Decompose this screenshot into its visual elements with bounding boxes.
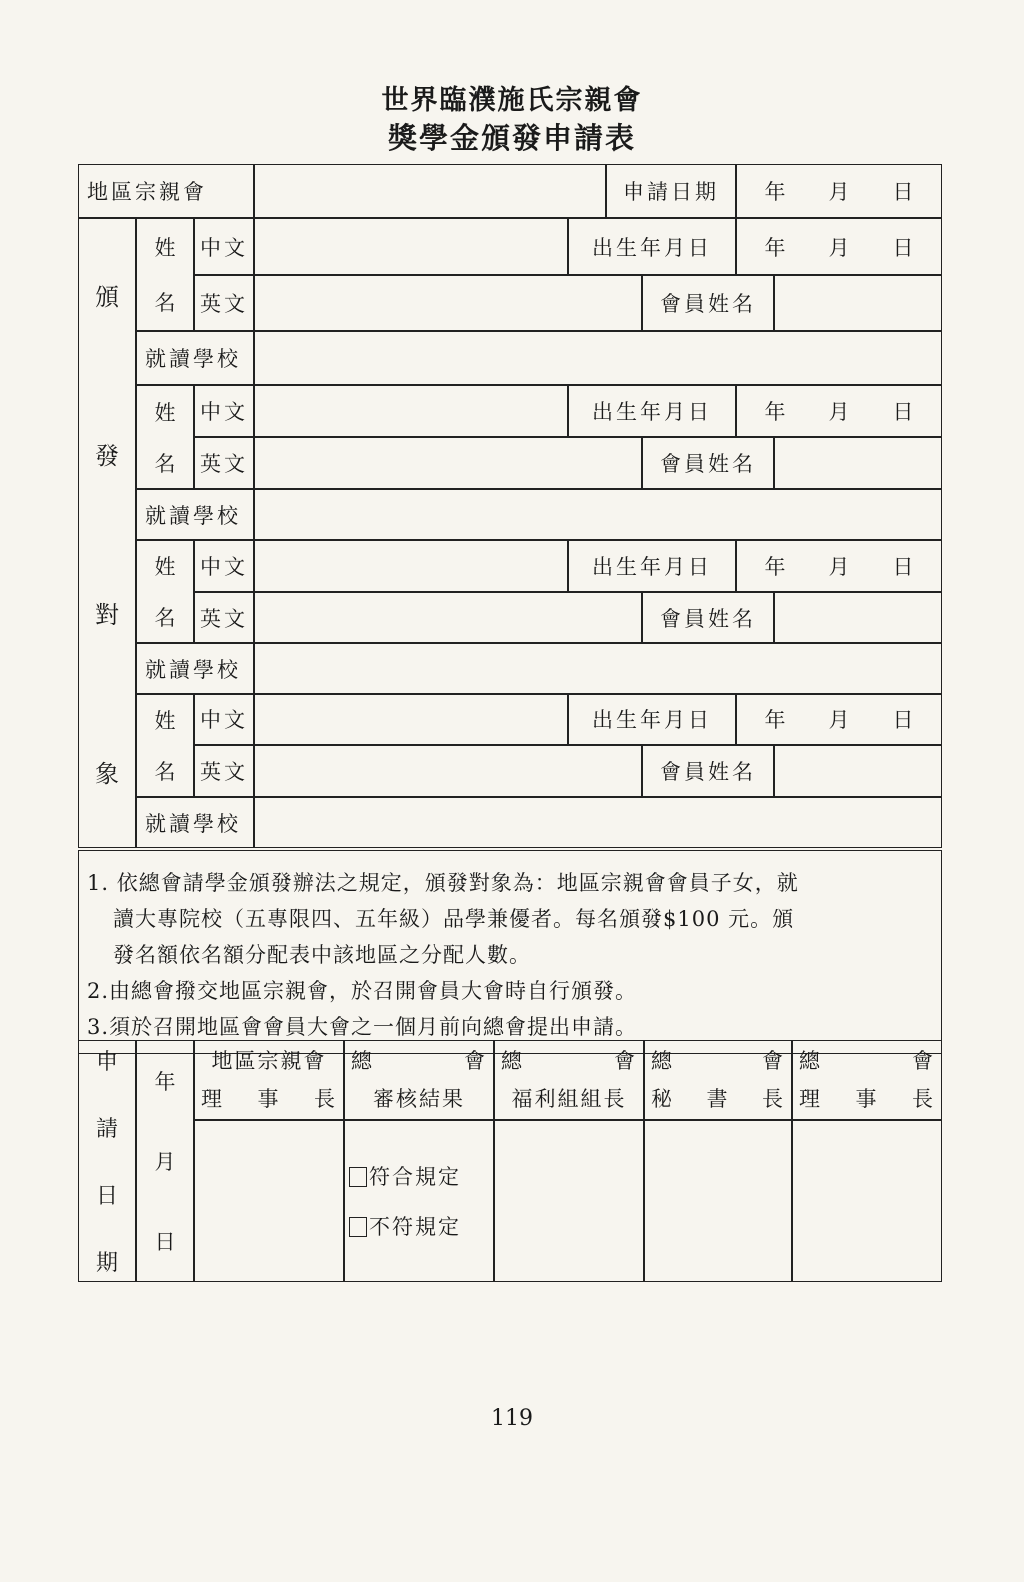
school-label-3: 就讀學校 — [136, 643, 254, 695]
apply-date-vertical — [78, 1040, 136, 1282]
header-line: 審核結果 — [373, 1087, 465, 1111]
chinese-label-1: 中文 — [194, 218, 254, 275]
recipients-char: 發 — [95, 442, 119, 470]
birth-date-input-4[interactable] — [736, 693, 942, 745]
year-label: 年 — [764, 708, 786, 732]
recipients-char: 頒 — [95, 283, 119, 311]
header-line: 地區宗親會 — [211, 1049, 327, 1073]
chinese-label-4: 中文 — [194, 693, 254, 745]
recipients-char: 象 — [95, 760, 119, 788]
school-label-4: 就讀學校 — [136, 797, 254, 848]
ymd-column — [136, 1040, 194, 1282]
recipients-char: 對 — [95, 601, 119, 629]
english-label-1: 英文 — [194, 275, 254, 331]
month-label: 月 — [828, 400, 850, 424]
member-label-1: 會員姓名 — [642, 275, 774, 331]
apply-date-input[interactable] — [736, 164, 942, 218]
name-char: 名 — [154, 605, 176, 630]
year-label: 年 — [764, 180, 786, 204]
header-line: 總 會 — [799, 1049, 935, 1073]
header-line: 福利組組長 — [511, 1087, 627, 1111]
header-line: 總 會 — [351, 1049, 487, 1073]
name-char: 姓 — [154, 555, 176, 580]
school-label-2: 就讀學校 — [136, 489, 254, 540]
month-label: 月 — [828, 708, 850, 732]
english-name-input-2[interactable] — [254, 437, 642, 489]
header-region-chairman — [194, 1040, 344, 1120]
apply-char: 請 — [95, 1117, 118, 1142]
review-result-cell — [344, 1120, 494, 1282]
chinese-label-2: 中文 — [194, 385, 254, 437]
day-label: 日 — [892, 400, 914, 424]
english-label-3: 英文 — [194, 592, 254, 643]
note-line: 發名額依名額分配表中該地區之分配人數。 — [113, 943, 531, 967]
region-input[interactable] — [254, 164, 606, 218]
header-line: 理 事 長 — [799, 1087, 935, 1111]
apply-char: 期 — [95, 1251, 118, 1276]
birth-label-3: 出生年月日 — [568, 540, 736, 592]
header-chairman — [792, 1040, 942, 1120]
name-char: 姓 — [154, 235, 176, 260]
header-line: 理 事 長 — [201, 1087, 337, 1111]
birth-date-input-1[interactable] — [736, 218, 942, 275]
region-label: 地區宗親會 — [78, 164, 254, 218]
chinese-name-input-4[interactable] — [254, 693, 568, 745]
school-label-1: 就讀學校 — [136, 331, 254, 385]
note-line: 3.須於召開地區會會員大會之一個月前向總會提出申請。 — [87, 1015, 638, 1039]
member-label-4: 會員姓名 — [642, 745, 774, 797]
birth-date-input-3[interactable] — [736, 540, 942, 592]
header-secretary — [644, 1040, 792, 1120]
year-label: 年 — [764, 555, 786, 579]
ymd-char: 月 — [154, 1150, 176, 1174]
name-char: 名 — [154, 451, 176, 476]
month-label: 月 — [828, 180, 850, 204]
name-label-4 — [136, 693, 194, 797]
member-name-input-1[interactable] — [774, 275, 942, 331]
month-label: 月 — [828, 235, 850, 260]
note-line: 讀大專院校（五專限四、五年級）品學兼優者。每名頒發$100 元。頒 — [113, 907, 795, 931]
header-welfare-head — [494, 1040, 644, 1120]
header-line: 總 會 — [501, 1049, 637, 1073]
day-label: 日 — [892, 235, 914, 260]
english-name-input-1[interactable] — [254, 275, 642, 331]
chinese-name-input-1[interactable] — [254, 218, 568, 275]
form-title: 獎學金頒發申請表 — [387, 121, 636, 155]
english-label-2: 英文 — [194, 437, 254, 489]
year-label: 年 — [764, 235, 786, 260]
school-input-4[interactable] — [254, 797, 942, 848]
day-label: 日 — [892, 708, 914, 732]
member-name-input-4[interactable] — [774, 745, 942, 797]
check-ok[interactable]: 符合規定 — [349, 1161, 461, 1191]
name-label-3 — [136, 540, 194, 643]
header-line: 總 會 — [651, 1049, 785, 1073]
english-name-input-4[interactable] — [254, 745, 642, 797]
sign-secretary[interactable] — [644, 1120, 792, 1282]
apply-char: 申 — [95, 1050, 118, 1075]
english-name-input-3[interactable] — [254, 592, 642, 643]
name-char: 名 — [154, 291, 176, 316]
page-number: 119 — [491, 1406, 533, 1431]
name-label-1 — [136, 218, 194, 331]
approval-table — [78, 1040, 942, 1282]
birth-label-4: 出生年月日 — [568, 693, 736, 745]
day-label: 日 — [892, 180, 914, 204]
chinese-label-3: 中文 — [194, 540, 254, 592]
member-name-input-2[interactable] — [774, 437, 942, 489]
note-line: 2.由總會撥交地區宗親會，於召開會員大會時自行頒發。 — [87, 979, 638, 1003]
chinese-name-input-2[interactable] — [254, 385, 568, 437]
month-label: 月 — [828, 555, 850, 579]
apply-date-label: 申請日期 — [606, 164, 736, 218]
apply-char: 日 — [95, 1184, 118, 1209]
birth-date-input-2[interactable] — [736, 385, 942, 437]
member-label-2: 會員姓名 — [642, 437, 774, 489]
checkbox-icon[interactable] — [349, 1167, 367, 1187]
notes-section — [78, 850, 942, 1054]
checkbox-icon[interactable] — [349, 1217, 367, 1237]
day-label: 日 — [892, 555, 914, 579]
chinese-name-input-3[interactable] — [254, 540, 568, 592]
sign-welfare-head[interactable] — [494, 1120, 644, 1282]
sign-chairman[interactable] — [792, 1120, 942, 1282]
name-label-2 — [136, 385, 194, 489]
member-name-input-3[interactable] — [774, 592, 942, 643]
note-line: 1. 依總會請學金頒發辦法之規定，頒發對象為：地區宗親會會員子女，就 — [87, 871, 799, 895]
english-label-4: 英文 — [194, 745, 254, 797]
member-label-3: 會員姓名 — [642, 592, 774, 643]
school-input-1[interactable] — [254, 331, 942, 385]
sign-region-chairman[interactable] — [194, 1120, 344, 1282]
ymd-char: 日 — [154, 1230, 176, 1254]
school-input-2[interactable] — [254, 489, 942, 540]
header-line: 秘 書 長 — [651, 1087, 785, 1111]
name-char: 姓 — [154, 400, 176, 425]
header-review-result — [344, 1040, 494, 1120]
year-label: 年 — [764, 400, 786, 424]
birth-label-1: 出生年月日 — [568, 218, 736, 275]
name-char: 姓 — [154, 708, 176, 733]
name-char: 名 — [154, 759, 176, 784]
birth-label-2: 出生年月日 — [568, 385, 736, 437]
school-input-3[interactable] — [254, 643, 942, 695]
recipients-label — [78, 218, 136, 848]
ymd-char: 年 — [154, 1070, 176, 1094]
check-fail[interactable]: 不符規定 — [349, 1211, 461, 1241]
org-title: 世界臨濮施氏宗親會 — [381, 85, 643, 116]
